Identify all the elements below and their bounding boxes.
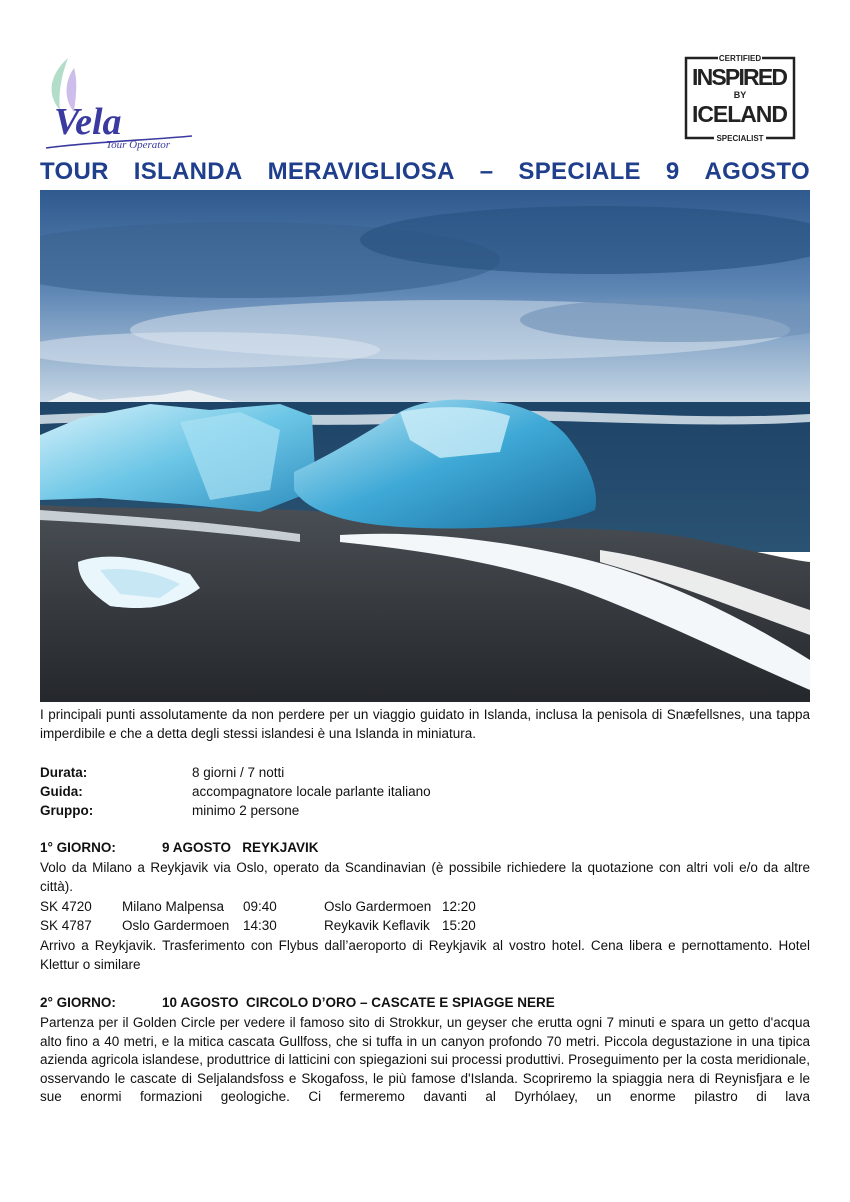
title-word: SPECIALE: [518, 158, 641, 185]
inspired-by-iceland-badge: [684, 52, 796, 144]
flight-code: SK 4787: [40, 918, 92, 933]
flight-dep: 09:40: [243, 899, 277, 914]
detail-value: 8 giorni / 7 notti: [192, 765, 285, 780]
flight-to: Reykavik Keflavik: [324, 918, 430, 933]
day2-heading: [40, 995, 555, 1010]
day1-description: Volo da Milano a Reykjavik via Oslo, operato da Scandinavian (è possibile richiedere la quotazione con altri voli e/o da altre città).: [40, 860, 810, 894]
title-word: TOUR: [40, 158, 109, 185]
svg-text:SPECIALIST: SPECIALIST: [716, 134, 764, 143]
detail-label: Guida:: [40, 784, 83, 799]
title-word: –: [479, 158, 494, 185]
day1-heading: [40, 840, 319, 855]
svg-text:INSPIRED: INSPIRED: [692, 64, 788, 90]
svg-text:ICELAND: ICELAND: [692, 101, 788, 127]
day1-arrival-text: Arrivo a Reykjavik. Trasferimento con Flybus dall’aeroporto di Reykjavik al vostro hotel. Cena libera e pernottamento. Hotel Klettur o similare: [40, 938, 810, 972]
page-title: [40, 158, 810, 186]
detail-row: [40, 764, 284, 783]
title-word: MERAVIGLIOSA: [267, 158, 455, 185]
detail-value: minimo 2 persone: [192, 803, 300, 818]
svg-text:BY: BY: [733, 90, 747, 100]
day2-title: 10 AGOSTO CIRCOLO D’ORO – CASCATE E SPIAGGE NERE: [162, 995, 555, 1010]
svg-text:Vela: Vela: [54, 101, 122, 143]
flight-arr: 12:20: [442, 899, 476, 914]
detail-row: [40, 783, 431, 802]
title-word: 9: [665, 158, 680, 185]
day1-title: 9 AGOSTO REYKJAVIK: [162, 840, 319, 855]
flight-from: Oslo Gardermoen: [122, 918, 230, 933]
day2-label: 2° GIORNO:: [40, 995, 116, 1010]
detail-row: [40, 802, 299, 821]
title-word: ISLANDA: [133, 158, 243, 185]
vela-logo: [40, 52, 200, 152]
flight-from: Milano Malpensa: [122, 899, 225, 914]
flight-to: Oslo Gardermoen: [324, 899, 432, 914]
intro-paragraph: I principali punti assolutamente da non perdere per un viaggio guidato in Islanda, inclusa la penisola di Snæfellsnes, una tappa imperdibile e che a detta degli stessi islandesi è una Islanda in miniatura.: [40, 707, 810, 741]
detail-value: accompagnatore locale parlante italiano: [192, 784, 431, 799]
svg-text:CERTIFIED: CERTIFIED: [718, 54, 762, 63]
title-word: AGOSTO: [704, 158, 810, 185]
iceland-glacier-beach-photo: [40, 190, 810, 702]
detail-label: Gruppo:: [40, 803, 94, 818]
day2-description: Partenza per il Golden Circle per vedere il famoso sito di Strokkur, un geyser che erutta ogni 7 minuti e spara un getto d'acqua alto fino a 40 metri, e la mitica cascata Gullfoss, che si tuffa in un canyon profondo 70 metri. Piccola degustazione in una tipica azienda agricola islandese, produttrice di latticini con spiegazioni sui processi produttivi. Proseguimento per la costa meridionale, osservando le cascate di Seljalandsfoss e Skogafoss, le più famose d'Islanda. Scopriremo la spiaggia nera di Reynisfjara e le sue enormi formazioni geologiche. Ci fermeremo davanti al Dyrhólaey, un enorme pilastro di lava: [40, 1015, 810, 1105]
detail-label: Durata:: [40, 765, 88, 780]
flight-code: SK 4720: [40, 899, 92, 914]
flight-arr: 15:20: [442, 918, 476, 933]
flight-dep: 14:30: [243, 918, 277, 933]
day1-label: 1° GIORNO:: [40, 840, 116, 855]
svg-text:Tour Operator: Tour Operator: [106, 139, 171, 151]
